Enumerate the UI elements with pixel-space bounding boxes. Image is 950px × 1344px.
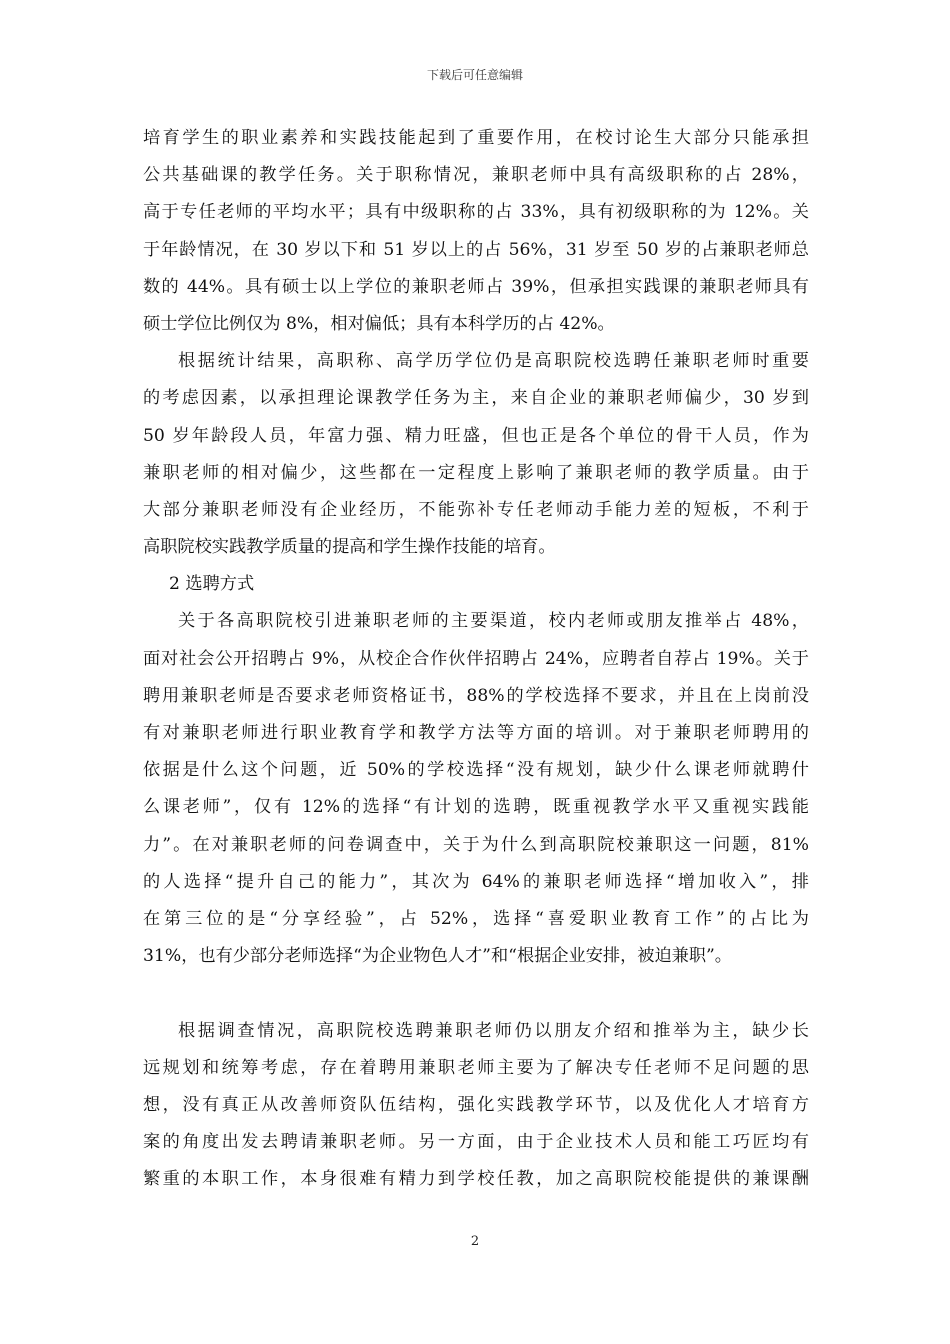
blank-line	[143, 975, 809, 1012]
text-line: 数的 44%。具有硕士以上学位的兼职老师占 39%，但承担实践课的兼职老师具有	[143, 276, 809, 297]
page-number: 2	[470, 1234, 480, 1249]
text-line: 31%，也有少部分老师选择“为企业物色人才”和“根据企业安排，被迫兼职”。	[143, 946, 732, 967]
text-line: 繁重的本职工作，本身很难有精力到学校任教，加之高职院校能提供的兼课酬	[143, 1169, 809, 1190]
document-body	[143, 120, 809, 1198]
text-line: 依据是什么这个问题，近 50%的学校选择“没有规划，缺少什么课老师就聘什	[143, 760, 809, 781]
text-line: 力”。在对兼职老师的问卷调查中，关于为什么到高职院校兼职这一问题，81%	[143, 834, 809, 855]
text-line: 培育学生的职业素养和实践技能起到了重要作用，在校讨论生大部分只能承担	[143, 128, 809, 148]
text-line: 大部分兼职老师没有企业经历，不能弥补专任老师动手能力差的短板，不利于	[143, 499, 809, 520]
page-header: 下载后可任意编辑	[426, 68, 523, 82]
text-line: 根据调查情况，高职院校选聘兼职老师仍以朋友介绍和推举为主，缺少长	[178, 1020, 809, 1041]
text-line: 么课老师”，仅有 12%的选择“有计划的选聘，既重视教学水平又重视实践能	[143, 797, 809, 818]
text-line: 50 岁年龄段人员，年富力强、精力旺盛，但也正是各个单位的骨干人员，作为	[143, 425, 809, 446]
text-line: 在第三位的是“分享经验”，占 52%，选择“喜爱职业教育工作”的占比为	[143, 908, 809, 929]
text-line: 根据统计结果，高职称、高学历学位仍是高职院校选聘任兼职老师时重要	[178, 351, 809, 372]
text-line: 案的角度出发去聘请兼职老师。另一方面，由于企业技术人员和能工巧匠均有	[143, 1132, 809, 1153]
text-line: 高于专任老师的平均水平；具有中级职称的占 33%，具有初级职称的为 12%。关	[143, 202, 809, 223]
paragraph-4	[143, 1013, 809, 1199]
text-line: 高职院校实践教学质量的提高和学生操作技能的培育。	[143, 537, 556, 558]
text-line: 想，没有真正从改善师资队伍结构，强化实践教学环节，以及优化人才培育方	[143, 1094, 809, 1115]
text-line: 公共基础课的教学任务。关于职称情况，兼职老师中具有高级职称的占 28%，	[143, 165, 809, 186]
paragraph-3	[143, 603, 809, 975]
section-heading: 2 选聘方式	[169, 574, 255, 595]
text-line: 聘用兼职老师是否要求老师资格证书，88%的学校选择不要求，并且在上岗前没	[143, 685, 809, 706]
text-line: 的考虑因素，以承担理论课教学任务为主，来自企业的兼职老师偏少，30 岁到	[143, 388, 809, 409]
text-line: 的人选择“提升自己的能力”，其次为 64%的兼职老师选择“增加收入”，排	[143, 871, 809, 892]
paragraph-2	[143, 343, 809, 566]
text-line: 于年龄情况，在 30 岁以下和 51 岁以上的占 56%，31 岁至 50 岁的占兼职老师总	[143, 239, 809, 260]
text-line: 有对兼职老师进行职业教育学和教学方法等方面的培训。对于兼职老师聘用的	[143, 723, 809, 743]
text-line: 兼职老师的相对偏少，这些都在一定程度上影响了兼职老师的教学质量。由于	[143, 462, 809, 483]
paragraph-1	[143, 120, 809, 343]
text-line: 硕士学位比例仅为 8%，相对偏低；具有本科学历的占 42%。	[143, 313, 615, 334]
text-line: 面对社会公开招聘占 9%，从校企合作伙伴招聘占 24%，应聘者自荐占 19%。关于	[143, 648, 809, 669]
text-line: 关于各高职院校引进兼职老师的主要渠道，校内老师或朋友推举占 48%，	[178, 611, 809, 632]
text-line: 远规划和统筹考虑，存在着聘用兼职老师主要为了解决专任老师不足问题的思	[143, 1057, 809, 1078]
